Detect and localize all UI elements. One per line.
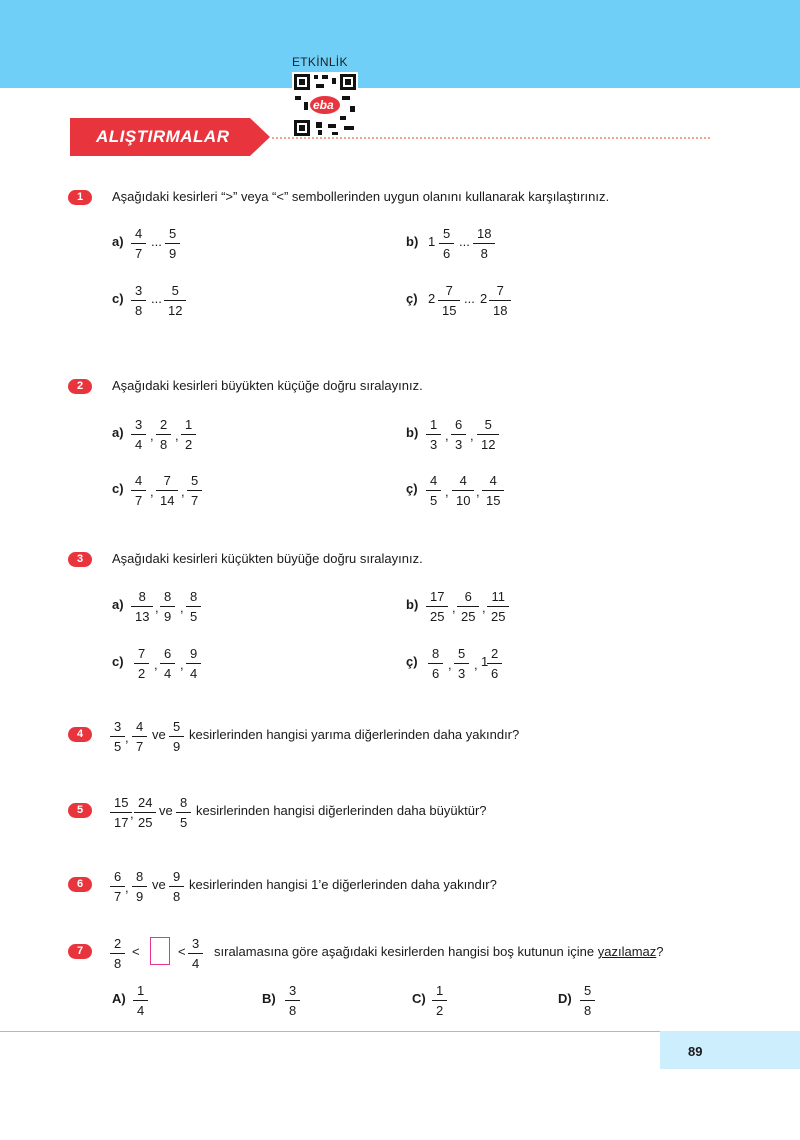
q3-cc-label: ç) (406, 654, 418, 669)
question-number-7: 7 (68, 944, 92, 959)
fraction: 9 4 (188, 647, 199, 680)
fraction: 8 9 (134, 870, 145, 903)
question-2-text: Aşağıdaki kesirleri büyükten küçüğe doğru sıralayınız. (112, 378, 423, 393)
fraction: 5 9 (171, 720, 182, 753)
fraction: 5 12 (166, 284, 184, 317)
question-number-3: 3 (68, 552, 92, 567)
fraction: 24 25 (136, 796, 154, 829)
fraction: 6 7 (112, 870, 123, 903)
fraction: 1 3 (428, 418, 439, 451)
whole-number: 2 (428, 291, 436, 306)
empty-answer-box[interactable] (150, 937, 170, 965)
fraction: 8 9 (162, 590, 173, 623)
page-number: 89 (688, 1044, 703, 1059)
question-7-text: sıralamasına göre aşağıdaki kesirlerden hangisi boş kutunun içine yazılamaz? (214, 944, 664, 959)
fraction: 6 3 (453, 418, 464, 451)
option-a-label[interactable]: A) (112, 991, 126, 1006)
fraction: 5 3 (456, 647, 467, 680)
q1-a-label: a) (112, 234, 124, 249)
whole-number: 1 (481, 654, 489, 669)
fraction: 8 6 (430, 647, 441, 680)
fraction: 4 7 (133, 474, 144, 507)
whole-number: 1 (428, 234, 436, 249)
fraction: 2 6 (489, 647, 500, 680)
q3-c-label: c) (112, 654, 124, 669)
q2-cc-label: ç) (406, 481, 418, 496)
etkinlik-label: ETKİNLİK (292, 55, 348, 69)
fraction: 7 18 (491, 284, 509, 317)
fraction: 6 4 (162, 647, 173, 680)
option-d-fraction[interactable]: 5 8 (582, 984, 593, 1017)
fraction: 17 25 (428, 590, 446, 623)
option-c-fraction[interactable]: 1 2 (434, 984, 445, 1017)
top-band (0, 0, 800, 88)
fraction: 18 8 (475, 227, 493, 260)
q3-b-label: b) (406, 597, 419, 612)
q1-b-label: b) (406, 234, 419, 249)
fraction: 2 8 (112, 937, 123, 970)
dots: ... (464, 291, 475, 306)
option-c-label[interactable]: C) (412, 991, 426, 1006)
fraction: 5 6 (441, 227, 452, 260)
fraction: 3 8 (133, 284, 144, 317)
q2-b-label: b) (406, 425, 419, 440)
page-number-box (660, 1031, 800, 1069)
option-b-label[interactable]: B) (262, 991, 276, 1006)
option-a-fraction[interactable]: 1 4 (135, 984, 146, 1017)
dots: ... (151, 234, 162, 249)
q2-a-label: a) (112, 425, 124, 440)
question-number-4: 4 (68, 727, 92, 742)
question-4-text: kesirlerinden hangisi yarıma diğerlerinden daha yakındır? (189, 727, 520, 742)
whole-number: 2 (480, 291, 488, 306)
question-number-2: 2 (68, 379, 92, 394)
question-5-text: kesirlerinden hangisi diğerlerinden daha büyüktür? (196, 803, 487, 818)
fraction: 8 5 (188, 590, 199, 623)
fraction: 7 2 (136, 647, 147, 680)
question-number-6: 6 (68, 877, 92, 892)
fraction: 15 17 (112, 796, 130, 829)
fraction: 4 10 (454, 474, 472, 507)
fraction: 8 5 (178, 796, 189, 829)
q3-a-label: a) (112, 597, 124, 612)
fraction: 7 14 (158, 474, 176, 507)
q1-cc-label: ç) (406, 291, 418, 306)
question-number-1: 1 (68, 190, 92, 205)
fraction: 5 12 (479, 418, 497, 451)
fraction: 4 7 (133, 227, 144, 260)
question-3-text: Aşağıdaki kesirleri küçükten büyüğe doğru sıralayınız. (112, 551, 423, 566)
dots: ... (459, 234, 470, 249)
section-title: ALIŞTIRMALAR (96, 127, 230, 146)
fraction: 8 13 (133, 590, 151, 623)
fraction: 11 25 (489, 590, 507, 623)
fraction: 5 9 (167, 227, 178, 260)
option-d-label[interactable]: D) (558, 991, 572, 1006)
fraction: 4 15 (484, 474, 502, 507)
question-number-5: 5 (68, 803, 92, 818)
q2-c-label: c) (112, 481, 124, 496)
fraction: 3 5 (112, 720, 123, 753)
eba-logo: eba (313, 98, 334, 112)
option-b-fraction[interactable]: 3 8 (287, 984, 298, 1017)
fraction: 9 8 (171, 870, 182, 903)
fraction: 4 7 (134, 720, 145, 753)
fraction: 3 4 (133, 418, 144, 451)
fraction: 7 15 (440, 284, 458, 317)
question-6-text: kesirlerinden hangisi 1’e diğerlerinden daha yakındır? (189, 877, 497, 892)
footer-line (0, 1031, 660, 1032)
fraction: 5 7 (189, 474, 200, 507)
question-1-text: Aşağıdaki kesirleri “>” veya “<” sembollerinden uygun olanını kullanarak karşılaştırınız. (112, 189, 610, 204)
fraction: 4 5 (428, 474, 439, 507)
fraction: 3 4 (190, 937, 201, 970)
q1-c-label: c) (112, 291, 124, 306)
dots: ... (151, 291, 162, 306)
fraction: 2 8 (158, 418, 169, 451)
fraction: 1 2 (183, 418, 194, 451)
fraction: 6 25 (459, 590, 477, 623)
dotted-divider (272, 137, 710, 139)
